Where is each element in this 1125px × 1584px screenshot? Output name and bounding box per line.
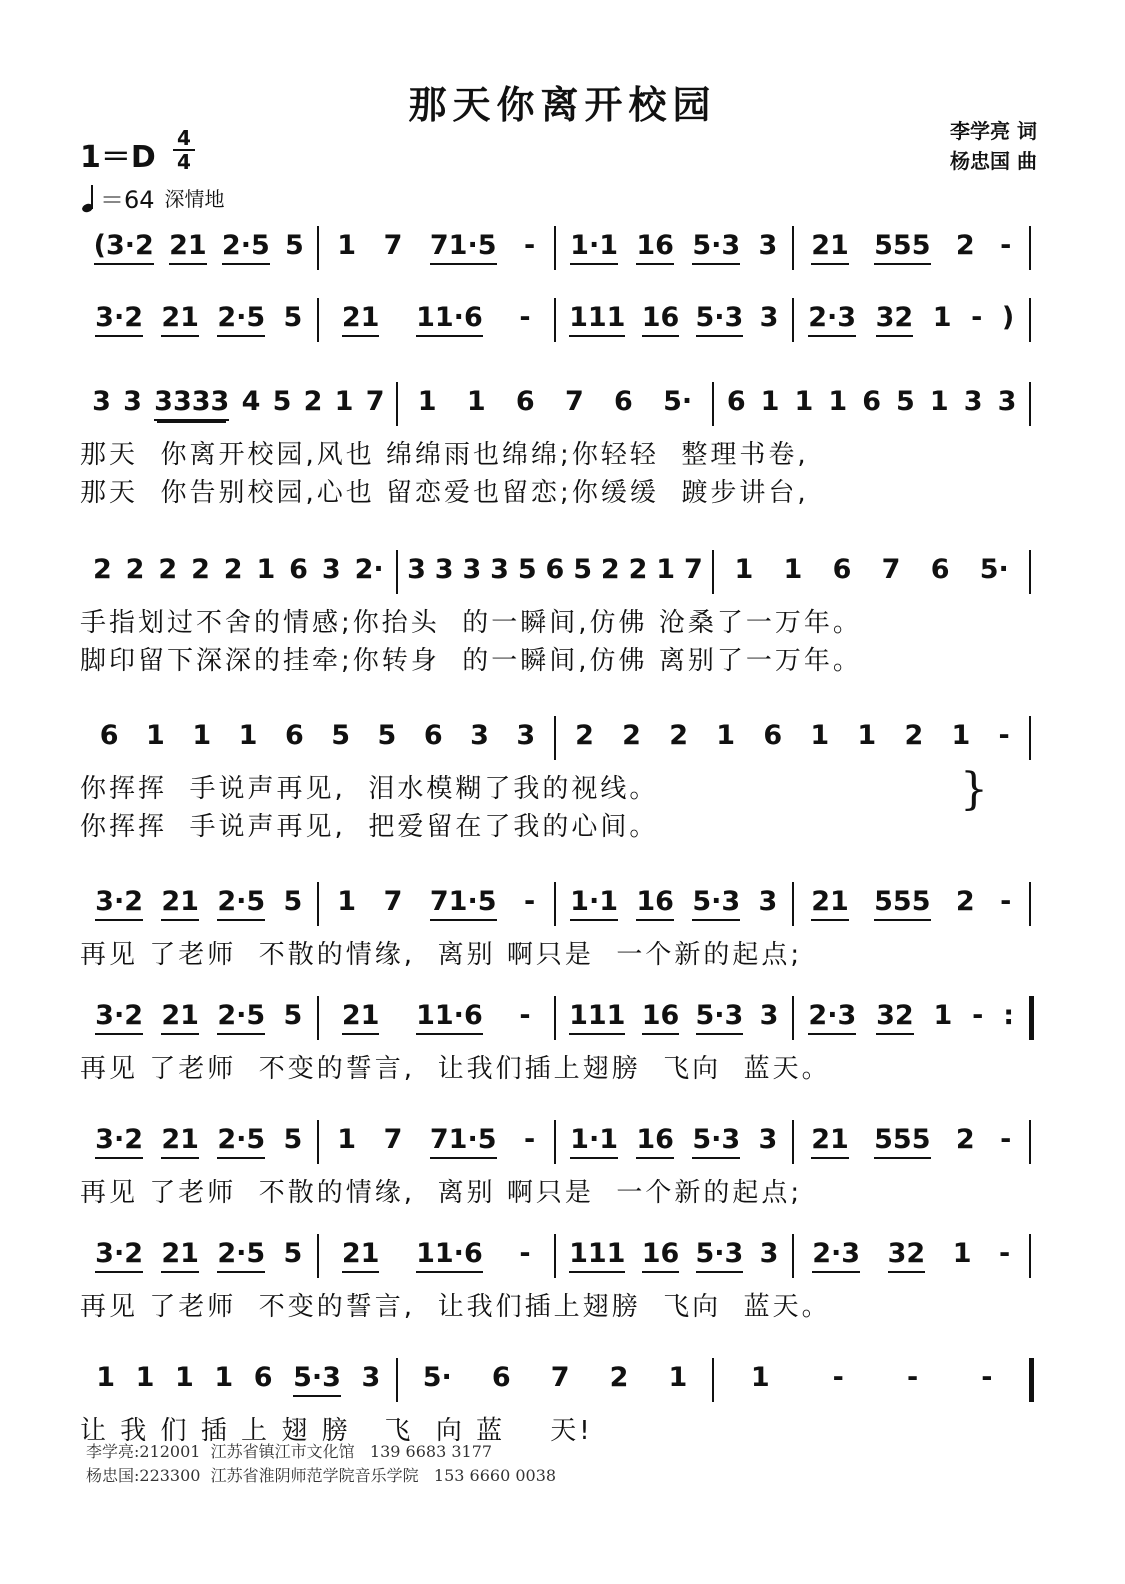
measure: [397, 378, 714, 417]
notation-line: [80, 1230, 1040, 1288]
note-group: -: [1000, 230, 1012, 261]
note-group: 7: [365, 386, 385, 417]
notation-line: [80, 1116, 1040, 1174]
measure: [793, 1230, 1031, 1273]
note-group: 2·3: [808, 302, 856, 337]
note-group: 5: [283, 302, 303, 333]
note-group: 21: [342, 1000, 380, 1035]
lyric-line: 再见 了老师 不变的誓言, 让我们插上翅膀 飞向 蓝天。: [80, 1292, 831, 1322]
quarter-note-icon: [82, 184, 96, 212]
notes-row: [80, 992, 1040, 1050]
notes-row: [80, 1354, 1040, 1412]
note-group: 1: [214, 1362, 234, 1393]
tempo-marking: [82, 180, 225, 215]
tempo-value: ＝64: [100, 186, 155, 214]
measure: [318, 992, 556, 1035]
note-group: 21: [161, 1124, 199, 1159]
score-system: [80, 378, 1040, 512]
note-group: 3: [759, 1000, 779, 1031]
notation-line: [80, 546, 1040, 604]
note-group: -: [906, 1362, 919, 1393]
lyric-line: 让 我 们 插 上 翅 膀 飞 向 蓝 天!: [80, 1416, 593, 1446]
score-system: [80, 294, 1040, 352]
note-group: 5·: [422, 1362, 452, 1393]
note-group: 71·5: [430, 230, 497, 265]
note-group: 11·6: [416, 302, 483, 337]
note-group: 5·: [663, 386, 693, 417]
measure: [555, 1230, 793, 1273]
credits: [950, 116, 1037, 176]
note-group: 1: [952, 1238, 972, 1269]
note-group: 1: [828, 386, 848, 417]
note-group: 7: [383, 1124, 403, 1155]
note-group: 3: [434, 554, 454, 585]
measure: [80, 546, 397, 585]
measure: [713, 546, 1030, 585]
note-group: 6: [284, 720, 304, 751]
note-group: 2: [955, 886, 975, 917]
note-group: 6: [253, 1362, 273, 1393]
measure: [555, 1116, 793, 1159]
notes-row: [80, 878, 1040, 936]
note-group: 5: [331, 720, 351, 751]
lyricist: 李学亮 词: [950, 119, 1037, 143]
note-group: 2·5: [222, 230, 270, 265]
note-group: 3: [407, 554, 426, 585]
note-group: 2·5: [217, 1238, 265, 1273]
note-group: 5·3: [692, 1124, 740, 1159]
measure: [318, 878, 556, 921]
measure: [397, 546, 714, 585]
notes-row: [80, 1230, 1040, 1288]
note-group: 6: [862, 386, 881, 417]
note-group: 3·2: [95, 1000, 143, 1035]
note-group: 21: [811, 886, 849, 921]
note-group: 16: [642, 302, 680, 337]
note-group: 3333: [154, 386, 229, 421]
note-group: 1: [783, 554, 803, 585]
measure: [793, 992, 1031, 1035]
score-system: [80, 1354, 1040, 1450]
note-group: 3: [759, 302, 779, 333]
note-group: 5·3: [692, 230, 740, 265]
note-group: -: [519, 302, 531, 333]
note-group: 555: [874, 230, 930, 265]
note-group: 7: [383, 230, 403, 261]
note-group: 6: [491, 1362, 511, 1393]
note-group: 2: [622, 720, 641, 751]
note-group: 5·3: [692, 886, 740, 921]
note-group: -: [1000, 886, 1012, 917]
notation-line: [80, 222, 1040, 280]
time-top: 4: [177, 126, 191, 150]
notes-row: [80, 378, 1040, 436]
note-group: 5: [272, 386, 292, 417]
note-group: 7: [550, 1362, 570, 1393]
note-group: 5: [283, 1000, 303, 1031]
measure: [80, 1116, 318, 1159]
note-group: -: [524, 886, 536, 917]
note-group: 1: [656, 554, 676, 585]
note-group: 2: [125, 554, 145, 585]
note-group: -: [972, 1000, 984, 1031]
measure: [80, 294, 318, 337]
note-group: 2: [609, 1362, 629, 1393]
note-group: 1: [238, 720, 258, 751]
note-group: 1: [932, 302, 952, 333]
note-group: -: [999, 1238, 1011, 1269]
note-group: 6: [289, 554, 308, 585]
note-group: 2: [158, 554, 178, 585]
notes-row: [80, 712, 1040, 770]
time-bottom: 4: [177, 150, 191, 174]
note-group: 7: [383, 886, 403, 917]
note-group: 21: [161, 1238, 199, 1273]
note-group: -: [981, 1362, 993, 1393]
note-group: 1: [857, 720, 877, 751]
note-group: 6: [832, 554, 852, 585]
note-group: 2: [575, 720, 594, 751]
measure: [318, 1116, 556, 1159]
note-group: 6: [515, 386, 535, 417]
notation-line: [80, 1354, 1040, 1412]
note-group: -: [519, 1000, 531, 1031]
note-group: 5: [517, 554, 537, 585]
note-group: 1: [716, 720, 736, 751]
note-group: 7: [881, 554, 901, 585]
note-group: 1: [929, 386, 949, 417]
note-group: 3: [470, 720, 489, 751]
score-system: [80, 1230, 1040, 1326]
key-signature: 1＝D: [80, 140, 156, 175]
measure: [397, 1354, 714, 1393]
time-signature: [173, 128, 195, 172]
note-group: 3: [759, 1238, 779, 1269]
note-group: 2·5: [217, 1000, 265, 1035]
note-group: 1: [135, 1362, 155, 1393]
note-group: -: [971, 302, 983, 333]
note-group: 6: [423, 720, 443, 751]
note-group: 11·6: [416, 1238, 483, 1273]
note-group: 5: [283, 1124, 303, 1155]
lyric-line: 再见 了老师 不变的誓言, 让我们插上翅膀 飞向 蓝天。: [80, 1054, 831, 1084]
note-group: 1: [466, 386, 486, 417]
note-group: 1: [175, 1362, 194, 1393]
note-group: 555: [874, 886, 930, 921]
measure: [80, 992, 318, 1035]
note-group: 2: [303, 386, 323, 417]
lyric-line: 你挥挥 手说声再见, 把爱留在了我的心间。: [80, 812, 659, 842]
footer-line-2: 杨忠国:223300 江苏省淮阴师范学院音乐学院 153 6660 0038: [86, 1466, 557, 1485]
note-group: 1·1: [570, 886, 618, 921]
measure: [555, 878, 793, 921]
notation-line: [80, 712, 1040, 770]
note-group: 71·5: [430, 886, 497, 921]
measure: [713, 1354, 1030, 1393]
note-group: 1: [337, 1124, 357, 1155]
note-group: 3: [758, 230, 778, 261]
note-group: 5: [573, 554, 593, 585]
note-group: 5: [283, 886, 303, 917]
note-group: 3: [123, 386, 142, 417]
note-group: 32: [876, 302, 914, 337]
note-group: -: [524, 1124, 536, 1155]
measure: [793, 878, 1031, 921]
note-group: 1: [668, 1362, 688, 1393]
note-group: 1: [417, 386, 437, 417]
note-group: 32: [876, 1000, 914, 1035]
note-group: -: [524, 230, 536, 261]
score-system: [80, 222, 1040, 280]
note-group: 11·6: [416, 1000, 483, 1035]
note-group: 3: [758, 1124, 778, 1155]
measure: [80, 712, 555, 751]
note-group: 3: [321, 554, 341, 585]
note-group: 5·3: [696, 302, 744, 337]
notes-row: [80, 222, 1040, 280]
measure: [555, 222, 793, 265]
note-group: 2·5: [217, 886, 265, 921]
note-group: 2: [191, 554, 210, 585]
note-group: 6: [545, 554, 565, 585]
notation-line: [80, 878, 1040, 936]
note-group: 1: [337, 230, 357, 261]
note-group: 21: [169, 230, 207, 265]
note-group: 111: [569, 1238, 625, 1273]
note-group: -: [1000, 1124, 1012, 1155]
note-group: 16: [642, 1000, 680, 1035]
measure: [80, 222, 318, 265]
note-group: 6: [930, 554, 950, 585]
note-group: 2·5: [217, 302, 265, 337]
measure: [80, 1354, 397, 1397]
note-group: 5·: [979, 554, 1009, 585]
note-group: 6: [763, 720, 783, 751]
measure: [713, 378, 1030, 417]
note-group: 3: [516, 720, 536, 751]
verse-brace: }: [960, 764, 988, 815]
note-group: 1: [256, 554, 276, 585]
note-group: 5·3: [293, 1362, 341, 1397]
note-group: 1: [192, 720, 212, 751]
lyric-line: 脚印留下深深的挂牵;你转身 的一瞬间,仿佛 离别了一万年。: [80, 646, 862, 676]
note-group: 16: [636, 230, 674, 265]
notation-line: [80, 294, 1040, 352]
note-group: 1·1: [570, 1124, 618, 1159]
measure: [793, 222, 1031, 265]
note-group: 3·2: [95, 1238, 143, 1273]
note-group: 2: [955, 1124, 975, 1155]
measure: [555, 712, 1030, 751]
measure: [555, 294, 793, 337]
note-group: 5·3: [696, 1238, 744, 1273]
note-group: 5: [377, 720, 397, 751]
note-group: 1: [760, 386, 780, 417]
notation-line: [80, 378, 1040, 436]
lyric-line: 手指划过不舍的情感;你抬头 的一瞬间,仿佛 沧桑了一万年。: [80, 608, 862, 638]
note-group: 5: [283, 1238, 303, 1269]
note-group: 2: [669, 720, 689, 751]
note-group: 71·5: [430, 1124, 497, 1159]
note-group: 3: [462, 554, 482, 585]
score-system: [80, 1116, 1040, 1212]
note-group: 2·: [354, 554, 384, 585]
note-group: -: [998, 720, 1010, 751]
note-group: 111: [569, 1000, 625, 1035]
notes-row: [80, 546, 1040, 604]
measure: [793, 1116, 1031, 1159]
note-group: 1: [334, 386, 354, 417]
song-title: 那天你离开校园: [408, 82, 717, 127]
notation-line: [80, 992, 1040, 1050]
note-group: 16: [636, 886, 674, 921]
note-group: 2: [600, 554, 620, 585]
lyric-line: 那天 你告别校园,心也 留恋爱也留恋;你缓缓 踱步讲台,: [80, 478, 809, 508]
measure: [80, 1230, 318, 1273]
note-group: 5: [896, 386, 915, 417]
measure: [318, 1230, 556, 1273]
note-group: 2: [92, 554, 112, 585]
note-group: ): [1001, 302, 1015, 333]
note-group: 555: [874, 1124, 930, 1159]
note-group: 3·2: [95, 302, 143, 337]
measure: [318, 294, 556, 337]
note-group: 16: [636, 1124, 674, 1159]
note-group: 4: [241, 386, 261, 417]
note-group: 5: [285, 230, 304, 261]
note-group: 1·1: [570, 230, 618, 265]
note-group: 1: [794, 386, 814, 417]
note-group: 2: [223, 554, 243, 585]
note-group: 21: [342, 302, 380, 337]
note-group: 7: [683, 554, 703, 585]
note-group: 21: [161, 302, 199, 337]
measure: [80, 878, 318, 921]
note-group: -: [832, 1362, 844, 1393]
note-group: 3·2: [95, 1124, 143, 1159]
note-group: 1: [933, 1000, 953, 1031]
score-system: [80, 546, 1040, 680]
footer-contacts: [86, 1440, 556, 1488]
note-group: 2·3: [812, 1238, 860, 1273]
note-group: 32: [888, 1238, 926, 1273]
lyric-line: 再见 了老师 不散的情缘, 离别 啊只是 一个新的起点;: [80, 1178, 803, 1208]
measure: [555, 992, 793, 1035]
note-group: 3: [997, 386, 1017, 417]
note-group: (3·2: [94, 230, 154, 265]
note-group: 16: [642, 1238, 680, 1273]
notes-row: [80, 294, 1040, 352]
note-group: 2: [955, 230, 975, 261]
composer: 杨忠国 曲: [950, 149, 1037, 173]
note-group: 3: [92, 386, 111, 417]
note-group: 21: [811, 1124, 849, 1159]
note-group: 6: [99, 720, 119, 751]
note-group: 3·2: [95, 886, 143, 921]
note-group: 2: [904, 720, 924, 751]
note-group: -: [519, 1238, 531, 1269]
note-group: 2: [628, 554, 648, 585]
note-group: 1: [734, 554, 754, 585]
note-group: 1: [951, 720, 971, 751]
note-group: 3: [758, 886, 778, 917]
note-group: 2·3: [808, 1000, 856, 1035]
note-group: 111: [569, 302, 625, 337]
note-group: 1: [750, 1362, 770, 1393]
lyric-line: 那天 你离开校园,风也 绵绵雨也绵绵;你轻轻 整理书卷,: [80, 440, 809, 470]
note-group: 1: [810, 720, 830, 751]
note-group: 2·5: [217, 1124, 265, 1159]
score-system: [80, 878, 1040, 974]
note-group: 1: [146, 720, 165, 751]
note-group: 1: [337, 886, 357, 917]
measure: [318, 222, 556, 265]
lyric-line: 再见 了老师 不散的情缘, 离别 啊只是 一个新的起点;: [80, 940, 803, 970]
score-system: [80, 712, 1040, 846]
note-group: 21: [161, 886, 199, 921]
lyric-line: 你挥挥 手说声再见, 泪水模糊了我的视线。: [80, 774, 659, 804]
measure: [80, 378, 397, 421]
note-group: :: [1003, 1000, 1015, 1031]
footer-line-1: 李学亮:212001 江苏省镇江市文化馆 139 6683 3177: [86, 1442, 493, 1461]
score-system: [80, 992, 1040, 1088]
note-group: 5·3: [696, 1000, 744, 1035]
note-group: 6: [614, 386, 633, 417]
note-group: 6: [726, 386, 746, 417]
measure: [793, 294, 1031, 337]
note-group: 21: [342, 1238, 380, 1273]
notes-row: [80, 1116, 1040, 1174]
note-group: 21: [811, 230, 849, 265]
note-group: 3: [361, 1362, 381, 1393]
note-group: 3: [963, 386, 983, 417]
note-group: 7: [564, 386, 584, 417]
note-group: 21: [161, 1000, 199, 1035]
expression-text: 深情地: [164, 187, 225, 211]
note-group: 1: [96, 1362, 116, 1393]
note-group: 3: [490, 554, 509, 585]
